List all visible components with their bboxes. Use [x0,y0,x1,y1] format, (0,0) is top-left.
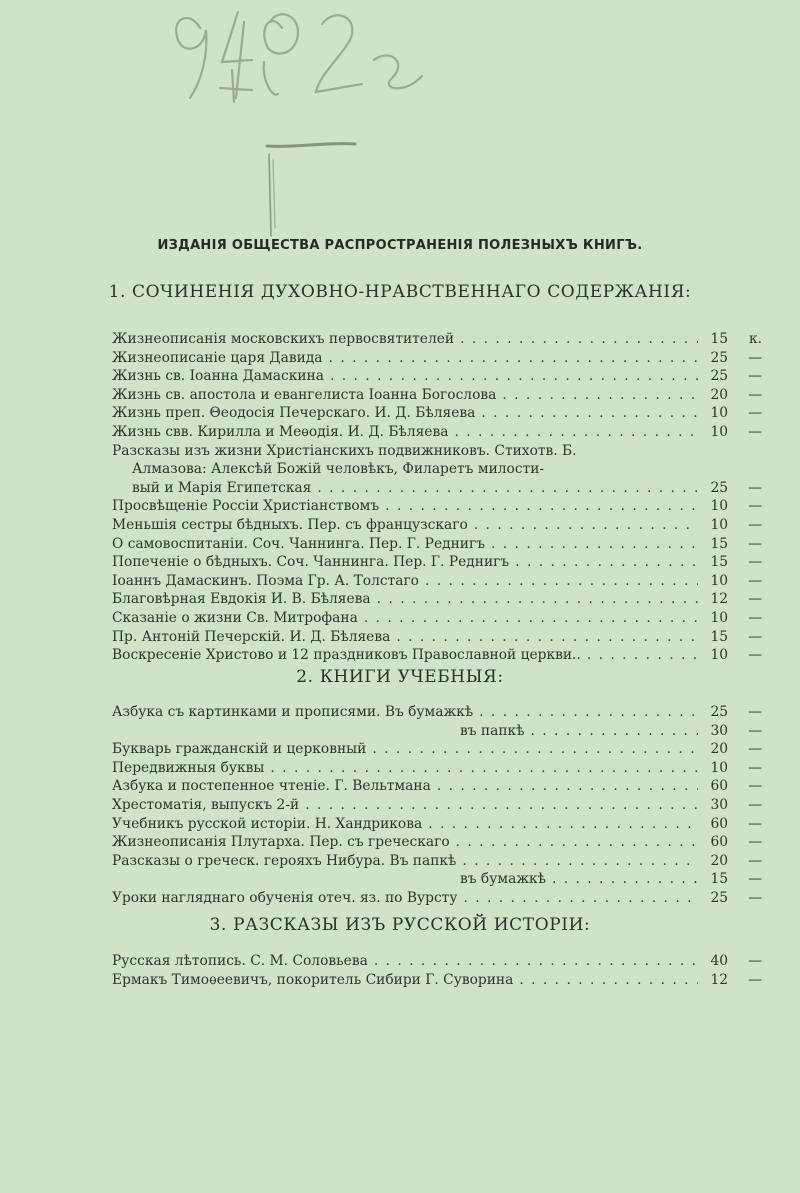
list-item-continuation: Алмазова: Алексѣй Божій человѣкъ, Филаретъ милости- [132,461,545,478]
list-item: Просвѣщеніе Россіи Христіанствомъ . . . 10 — [112,497,762,516]
list-item: Сказаніе о жизни Св. Митрофана . . . 10 — [112,609,762,628]
handwritten-number [160,0,460,110]
list-item: Русская лѣтопись. С. М. Соловьева . . . 40 — [112,952,762,971]
list-item: Учебникъ русской исторіи. Н. Хандрикова . . . 60 — [112,815,762,834]
section-heading-spiritual: 1. СОЧИНЕНІЯ ДУХОВНО-НРАВСТВЕННАГО СОДЕРЖАНІЯ: [108,282,692,302]
list-item-variant: въ бумажкѣ . . . 15 — [112,870,762,889]
list-item: Благовѣрная Евдокія И. В. Бѣляева . . . 12 — [112,590,762,609]
list-item: Азбука съ картинками и прописями. Въ бумажкѣ . . . 25 — [112,703,762,722]
list-item: Іоаннъ Дамаскинъ. Поэма Гр. А. Толстаго . . . 10 — [112,572,762,591]
pencil-mark [255,140,365,250]
section-list-history [112,952,762,989]
list-item: Пр. Антоній Печерскій. И. Д. Бѣляева . . . 15 — [112,628,762,647]
section-heading-textbooks: 2. КНИГИ УЧЕБНЫЯ: [296,667,504,687]
list-item: Жизнь преп. Θеодосія Печерскаго. И. Д. Бѣляева . . . 10 — [112,404,762,423]
list-item: Ермакъ Тимоѳеевичъ, покоритель Сибири Г. Суворина . . . 12 — [112,971,762,990]
list-item: Жизнь св. Іоанна Дамаскина . . . 25 — [112,367,762,386]
list-item: Азбука и постепенное чтеніе. Г. Вельтмана . . . 60 — [112,777,762,796]
list-item: Разсказы о греческ. герояхъ Нибура. Въ папкѣ . . . 20 — [112,852,762,871]
list-item: Меньшія сестры бѣдныхъ. Пер. съ французскаго . . . 10 — [112,516,762,535]
list-item: О самовоспитаніи. Соч. Чаннинга. Пер. Г. Реднигъ . . . 15 — [112,535,762,554]
list-item: Разсказы изъ жизни Христіанскихъ подвижниковъ. Стихотв. Б. [112,442,577,459]
list-item: Жизнь св. апостола и евангелиста Іоанна Богослова . . . 20 — [112,386,762,405]
list-item: Жизнь свв. Кирилла и Меѳодія. И. Д. Бѣляева . . . 10 — [112,423,762,442]
section-list-spiritual [112,330,762,665]
list-item: Воскресеніе Христово и 12 праздниковъ Православной церкви.. . . . 10 — [112,646,762,665]
list-item: Попеченіе о бѣдныхъ. Соч. Чаннинга. Пер. Г. Реднигъ . . . 15 — [112,553,762,572]
publisher-header: ИЗДАНІЯ ОБЩЕСТВА РАСПРОСТРАНЕНІЯ ПОЛЕЗНЫХЪ КНИГЪ. [157,238,643,253]
list-item: Жизнеописанія московскихъ первосвятителей . . . 15 к. [112,330,762,349]
list-item: Жизнеописанія Плутарха. Пер. съ греческаго . . . 60 — [112,833,762,852]
list-item: Уроки нагляднаго обученія отеч. яз. по Вурсту . . . 25 — [112,889,762,908]
list-item: Передвижныя буквы . . . 10 — [112,759,762,778]
list-item-continuation: вый и Марія Египетская . . . 25 — [112,479,762,498]
list-item: Хрестоматія, выпускъ 2-й . . . 30 — [112,796,762,815]
list-item: Букварь гражданскій и церковный . . . 20 — [112,740,762,759]
section-list-textbooks [112,703,762,908]
list-item-variant: въ папкѣ . . . 30 — [112,722,762,741]
section-heading-history: 3. РАЗСКАЗЫ ИЗЪ РУССКОЙ ИСТОРІИ: [209,915,591,935]
list-item: Жизнеописаніе царя Давида . . . 25 — [112,349,762,368]
